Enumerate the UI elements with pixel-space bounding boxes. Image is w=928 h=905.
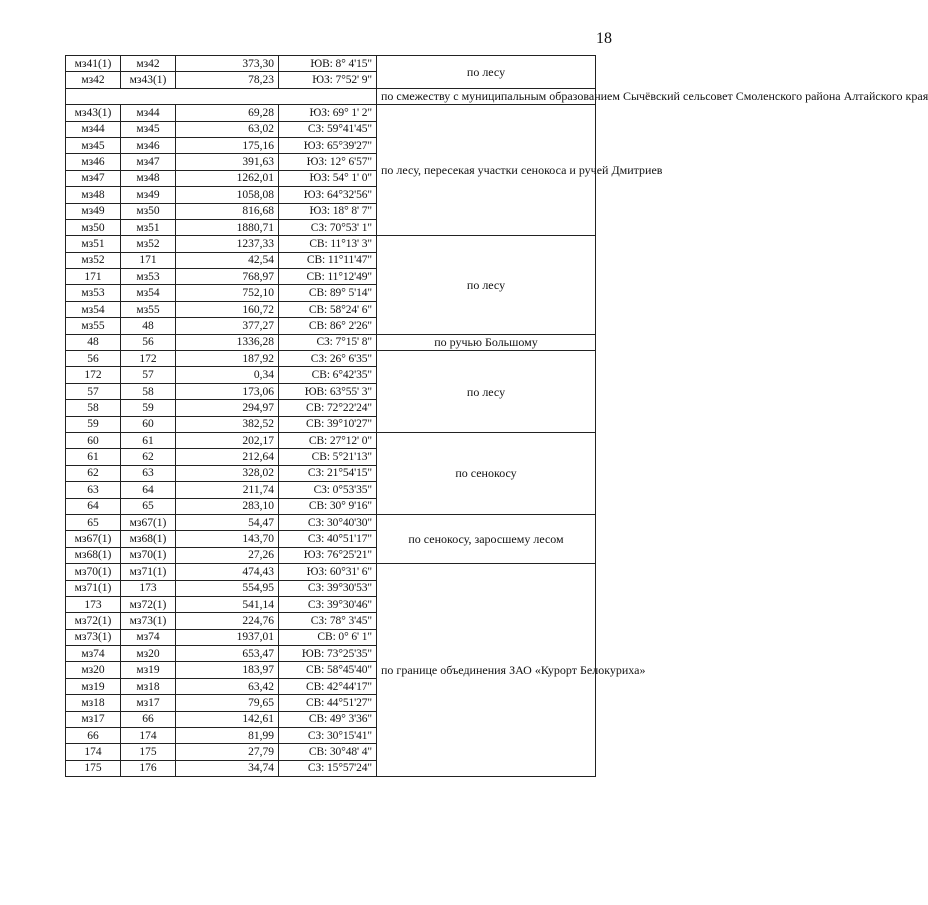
point-from-cell: мз72(1) — [66, 613, 121, 629]
length-cell: 554,95 — [176, 580, 279, 596]
azimuth-cell: СВ: 27°12' 0" — [279, 432, 377, 448]
point-to-cell: мз20 — [121, 646, 176, 662]
point-to-cell: 57 — [121, 367, 176, 383]
point-from-cell: мз43(1) — [66, 105, 121, 121]
point-to-cell: 175 — [121, 744, 176, 760]
point-to-cell: 173 — [121, 580, 176, 596]
azimuth-cell: СВ: 44°51'27" — [279, 695, 377, 711]
length-cell: 69,28 — [176, 105, 279, 121]
length-cell: 1937,01 — [176, 629, 279, 645]
length-cell: 78,23 — [176, 72, 279, 88]
point-to-cell: мз73(1) — [121, 613, 176, 629]
point-from-cell: мз55 — [66, 318, 121, 334]
length-cell: 541,14 — [176, 596, 279, 612]
page-number: 18 — [596, 30, 612, 47]
length-cell: 142,61 — [176, 711, 279, 727]
table-row — [66, 432, 596, 448]
azimuth-cell: СЗ: 70°53' 1" — [279, 219, 377, 235]
length-cell: 1058,08 — [176, 187, 279, 203]
azimuth-cell: СВ: 0° 6' 1" — [279, 629, 377, 645]
point-from-cell: мз49 — [66, 203, 121, 219]
length-cell: 63,42 — [176, 678, 279, 694]
length-cell: 768,97 — [176, 269, 279, 285]
azimuth-cell: ЮВ: 73°25'35" — [279, 646, 377, 662]
azimuth-cell: СВ: 11°13' 3" — [279, 236, 377, 252]
point-to-cell: 48 — [121, 318, 176, 334]
point-to-cell: 56 — [121, 334, 176, 350]
azimuth-cell: СВ: 39°10'27" — [279, 416, 377, 432]
point-to-cell: мз51 — [121, 219, 176, 235]
length-cell: 752,10 — [176, 285, 279, 301]
point-from-cell: 57 — [66, 383, 121, 399]
boundary-description-cell: по лесу — [377, 351, 596, 433]
azimuth-cell: СЗ: 26° 6'35" — [279, 351, 377, 367]
point-to-cell: 59 — [121, 400, 176, 416]
point-from-cell: 60 — [66, 432, 121, 448]
length-cell: 183,97 — [176, 662, 279, 678]
table-row — [66, 56, 596, 72]
length-cell: 79,65 — [176, 695, 279, 711]
point-from-cell: 171 — [66, 269, 121, 285]
note-blank-cell — [66, 88, 377, 104]
point-from-cell: мз67(1) — [66, 531, 121, 547]
point-to-cell: мз17 — [121, 695, 176, 711]
point-to-cell: 63 — [121, 465, 176, 481]
point-to-cell: мз53 — [121, 269, 176, 285]
point-from-cell: мз42 — [66, 72, 121, 88]
azimuth-cell: СВ: 58°24' 6" — [279, 301, 377, 317]
point-from-cell: мз18 — [66, 695, 121, 711]
length-cell: 187,92 — [176, 351, 279, 367]
length-cell: 816,68 — [176, 203, 279, 219]
point-to-cell: мз55 — [121, 301, 176, 317]
point-to-cell: 60 — [121, 416, 176, 432]
point-from-cell: мз44 — [66, 121, 121, 137]
azimuth-cell: СВ: 30° 9'16" — [279, 498, 377, 514]
point-from-cell: 63 — [66, 482, 121, 498]
point-to-cell: 174 — [121, 728, 176, 744]
point-from-cell: 61 — [66, 449, 121, 465]
azimuth-cell: СВ: 30°48' 4" — [279, 744, 377, 760]
azimuth-cell: СЗ: 39°30'46" — [279, 596, 377, 612]
length-cell: 382,52 — [176, 416, 279, 432]
length-cell: 81,99 — [176, 728, 279, 744]
azimuth-cell: СВ: 11°12'49" — [279, 269, 377, 285]
length-cell: 373,30 — [176, 56, 279, 72]
point-to-cell: мз43(1) — [121, 72, 176, 88]
azimuth-cell: ЮЗ: 7°52' 9" — [279, 72, 377, 88]
table-row — [66, 236, 596, 252]
azimuth-cell: СВ: 6°42'35" — [279, 367, 377, 383]
length-cell: 63,02 — [176, 121, 279, 137]
point-from-cell: мз20 — [66, 662, 121, 678]
table-row — [66, 351, 596, 367]
azimuth-cell: СЗ: 30°15'41" — [279, 728, 377, 744]
point-to-cell: мз44 — [121, 105, 176, 121]
length-cell: 377,27 — [176, 318, 279, 334]
length-cell: 1262,01 — [176, 170, 279, 186]
boundary-description-cell: по лесу — [377, 56, 596, 89]
point-from-cell: 48 — [66, 334, 121, 350]
point-from-cell: мз74 — [66, 646, 121, 662]
point-from-cell: 64 — [66, 498, 121, 514]
point-to-cell: 62 — [121, 449, 176, 465]
azimuth-cell: ЮЗ: 18° 8' 7" — [279, 203, 377, 219]
point-to-cell: 171 — [121, 252, 176, 268]
point-from-cell: мз71(1) — [66, 580, 121, 596]
boundary-table — [65, 55, 928, 777]
point-from-cell: 172 — [66, 367, 121, 383]
length-cell: 42,54 — [176, 252, 279, 268]
point-to-cell: мз70(1) — [121, 547, 176, 563]
point-to-cell: мз68(1) — [121, 531, 176, 547]
point-to-cell: мз50 — [121, 203, 176, 219]
note-row — [66, 88, 596, 104]
point-to-cell: 172 — [121, 351, 176, 367]
point-to-cell: мз42 — [121, 56, 176, 72]
azimuth-cell: СЗ: 78° 3'45" — [279, 613, 377, 629]
azimuth-cell: ЮЗ: 65°39'27" — [279, 137, 377, 153]
azimuth-cell: СЗ: 59°41'45" — [279, 121, 377, 137]
length-cell: 54,47 — [176, 514, 279, 530]
point-to-cell: мз71(1) — [121, 564, 176, 580]
length-cell: 391,63 — [176, 154, 279, 170]
azimuth-cell: ЮЗ: 64°32'56" — [279, 187, 377, 203]
table-row — [66, 105, 596, 121]
point-to-cell: 176 — [121, 760, 176, 776]
point-to-cell: 58 — [121, 383, 176, 399]
table-row — [66, 334, 596, 350]
point-from-cell: мз19 — [66, 678, 121, 694]
boundary-description-cell: по лесу, пересекая участки сенокоса и ручей Дмитриев — [377, 105, 596, 236]
point-to-cell: мз72(1) — [121, 596, 176, 612]
table-row — [66, 564, 596, 580]
length-cell: 34,74 — [176, 760, 279, 776]
length-cell: 202,17 — [176, 432, 279, 448]
azimuth-cell: ЮЗ: 54° 1' 0" — [279, 170, 377, 186]
point-from-cell: мз68(1) — [66, 547, 121, 563]
azimuth-cell: СЗ: 39°30'53" — [279, 580, 377, 596]
point-from-cell: мз46 — [66, 154, 121, 170]
length-cell: 27,26 — [176, 547, 279, 563]
point-from-cell: мз48 — [66, 187, 121, 203]
azimuth-cell: СВ: 86° 2'26" — [279, 318, 377, 334]
azimuth-cell: СВ: 49° 3'36" — [279, 711, 377, 727]
point-to-cell: мз47 — [121, 154, 176, 170]
point-to-cell: мз46 — [121, 137, 176, 153]
point-from-cell: мз50 — [66, 219, 121, 235]
point-from-cell: 56 — [66, 351, 121, 367]
length-cell: 175,16 — [176, 137, 279, 153]
point-to-cell: мз49 — [121, 187, 176, 203]
point-to-cell: 65 — [121, 498, 176, 514]
point-from-cell: 65 — [66, 514, 121, 530]
length-cell: 294,97 — [176, 400, 279, 416]
point-from-cell: 174 — [66, 744, 121, 760]
length-cell: 328,02 — [176, 465, 279, 481]
point-from-cell: мз70(1) — [66, 564, 121, 580]
azimuth-cell: ЮЗ: 60°31' 6" — [279, 564, 377, 580]
point-to-cell: мз74 — [121, 629, 176, 645]
point-from-cell: 173 — [66, 596, 121, 612]
boundary-table-body — [66, 56, 928, 777]
point-from-cell: мз52 — [66, 252, 121, 268]
point-from-cell: 66 — [66, 728, 121, 744]
length-cell: 143,70 — [176, 531, 279, 547]
azimuth-cell: ЮВ: 63°55' 3" — [279, 383, 377, 399]
azimuth-cell: СВ: 5°21'13" — [279, 449, 377, 465]
length-cell: 1237,33 — [176, 236, 279, 252]
point-to-cell: мз19 — [121, 662, 176, 678]
boundary-description-cell: по сенокосу — [377, 432, 596, 514]
length-cell: 283,10 — [176, 498, 279, 514]
length-cell: 474,43 — [176, 564, 279, 580]
azimuth-cell: ЮЗ: 69° 1' 2" — [279, 105, 377, 121]
length-cell: 1336,28 — [176, 334, 279, 350]
length-cell: 173,06 — [176, 383, 279, 399]
boundary-description-cell: по ручью Большому — [377, 334, 596, 350]
azimuth-cell: СЗ: 30°40'30" — [279, 514, 377, 530]
length-cell: 160,72 — [176, 301, 279, 317]
azimuth-cell: СЗ: 7°15' 8" — [279, 334, 377, 350]
point-from-cell: мз53 — [66, 285, 121, 301]
length-cell: 1880,71 — [176, 219, 279, 235]
point-from-cell: мз47 — [66, 170, 121, 186]
table-row — [66, 514, 596, 530]
point-to-cell: 64 — [121, 482, 176, 498]
point-to-cell: мз18 — [121, 678, 176, 694]
point-to-cell: мз48 — [121, 170, 176, 186]
point-to-cell: мз67(1) — [121, 514, 176, 530]
azimuth-cell: СВ: 42°44'17" — [279, 678, 377, 694]
length-cell: 27,79 — [176, 744, 279, 760]
length-cell: 212,64 — [176, 449, 279, 465]
point-from-cell: мз54 — [66, 301, 121, 317]
azimuth-cell: СЗ: 0°53'35" — [279, 482, 377, 498]
point-from-cell: мз45 — [66, 137, 121, 153]
boundary-description-cell: по сенокосу, заросшему лесом — [377, 514, 596, 563]
point-to-cell: мз54 — [121, 285, 176, 301]
azimuth-cell: СВ: 72°22'24" — [279, 400, 377, 416]
point-to-cell: 61 — [121, 432, 176, 448]
length-cell: 653,47 — [176, 646, 279, 662]
boundary-description-cell: по лесу — [377, 236, 596, 334]
point-from-cell: мз51 — [66, 236, 121, 252]
point-from-cell: 62 — [66, 465, 121, 481]
length-cell: 211,74 — [176, 482, 279, 498]
point-from-cell: 59 — [66, 416, 121, 432]
azimuth-cell: СЗ: 21°54'15" — [279, 465, 377, 481]
point-from-cell: 58 — [66, 400, 121, 416]
point-from-cell: мз41(1) — [66, 56, 121, 72]
azimuth-cell: ЮЗ: 76°25'21" — [279, 547, 377, 563]
length-cell: 224,76 — [176, 613, 279, 629]
boundary-description-cell: по границе объединения ЗАО «Курорт Белокуриха» — [377, 564, 596, 777]
length-cell: 0,34 — [176, 367, 279, 383]
azimuth-cell: СВ: 11°11'47" — [279, 252, 377, 268]
point-from-cell: мз17 — [66, 711, 121, 727]
azimuth-cell: ЮЗ: 12° 6'57" — [279, 154, 377, 170]
azimuth-cell: СЗ: 40°51'17" — [279, 531, 377, 547]
azimuth-cell: ЮВ: 8° 4'15" — [279, 56, 377, 72]
point-from-cell: мз73(1) — [66, 629, 121, 645]
point-to-cell: 66 — [121, 711, 176, 727]
adjacency-note-cell: по смежеству с муниципальным образованием Сычёвский сельсовет Смоленского района Алтайского края — [377, 88, 596, 104]
azimuth-cell: СВ: 89° 5'14" — [279, 285, 377, 301]
point-to-cell: мз45 — [121, 121, 176, 137]
azimuth-cell: СЗ: 15°57'24" — [279, 760, 377, 776]
point-to-cell: мз52 — [121, 236, 176, 252]
azimuth-cell: СВ: 58°45'40" — [279, 662, 377, 678]
point-from-cell: 175 — [66, 760, 121, 776]
